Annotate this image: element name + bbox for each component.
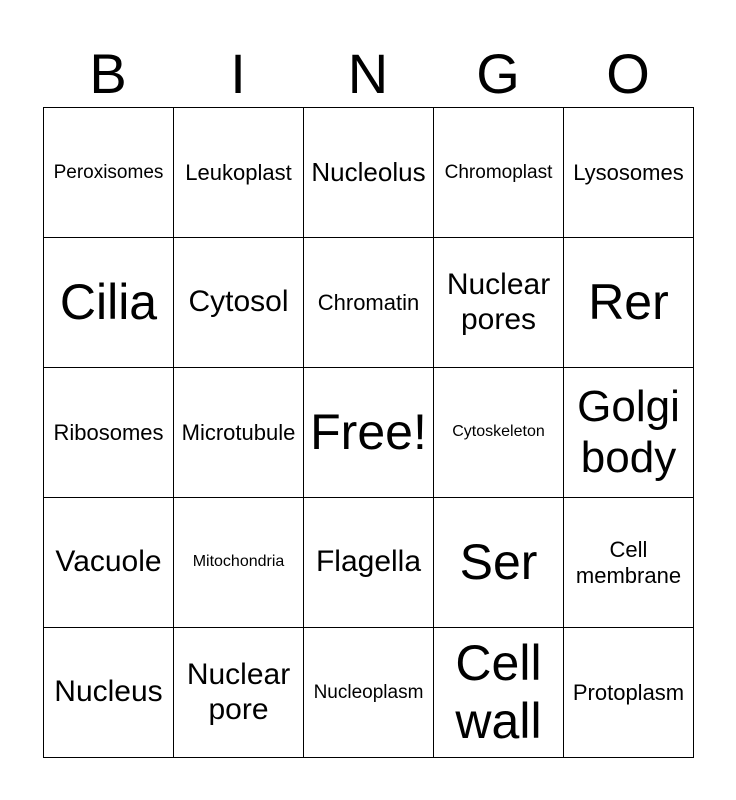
bingo-cell[interactable]: Ribosomes <box>44 368 174 498</box>
bingo-cell[interactable]: Chromatin <box>304 238 434 368</box>
bingo-cell[interactable]: Nuclear pore <box>174 628 304 758</box>
bingo-cell[interactable]: Microtubule <box>174 368 304 498</box>
bingo-cell[interactable]: Nucleolus <box>304 108 434 238</box>
bingo-cell[interactable]: Flagella <box>304 498 434 628</box>
bingo-board <box>43 107 694 758</box>
bingo-cell[interactable]: Rer <box>564 238 694 368</box>
bingo-cell[interactable]: Vacuole <box>44 498 174 628</box>
bingo-cell[interactable]: Chromoplast <box>434 108 564 238</box>
bingo-cell[interactable]: Leukoplast <box>174 108 304 238</box>
header-letter-o: O <box>606 42 650 105</box>
free-space-cell[interactable]: Free! <box>304 368 434 498</box>
bingo-cell[interactable]: Lysosomes <box>564 108 694 238</box>
bingo-cell[interactable]: Nuclear pores <box>434 238 564 368</box>
bingo-cell[interactable]: Golgi body <box>564 368 694 498</box>
bingo-cell[interactable]: Peroxisomes <box>44 108 174 238</box>
bingo-cell[interactable]: Cell wall <box>434 628 564 758</box>
bingo-cell[interactable]: Mitochondria <box>174 498 304 628</box>
bingo-cell[interactable]: Nucleus <box>44 628 174 758</box>
bingo-cell[interactable]: Cilia <box>44 238 174 368</box>
header-letter-n: N <box>347 42 389 105</box>
bingo-cell[interactable]: Cytosol <box>174 238 304 368</box>
bingo-cell[interactable]: Protoplasm <box>564 628 694 758</box>
bingo-header <box>43 40 693 108</box>
bingo-cell[interactable]: Cytoskeleton <box>434 368 564 498</box>
header-letter-g: G <box>476 42 520 105</box>
bingo-cell[interactable]: Ser <box>434 498 564 628</box>
header-letter-i: I <box>230 42 246 105</box>
bingo-cell[interactable]: Nucleoplasm <box>304 628 434 758</box>
header-letter-b: B <box>89 42 127 105</box>
bingo-cell[interactable]: Cell membrane <box>564 498 694 628</box>
